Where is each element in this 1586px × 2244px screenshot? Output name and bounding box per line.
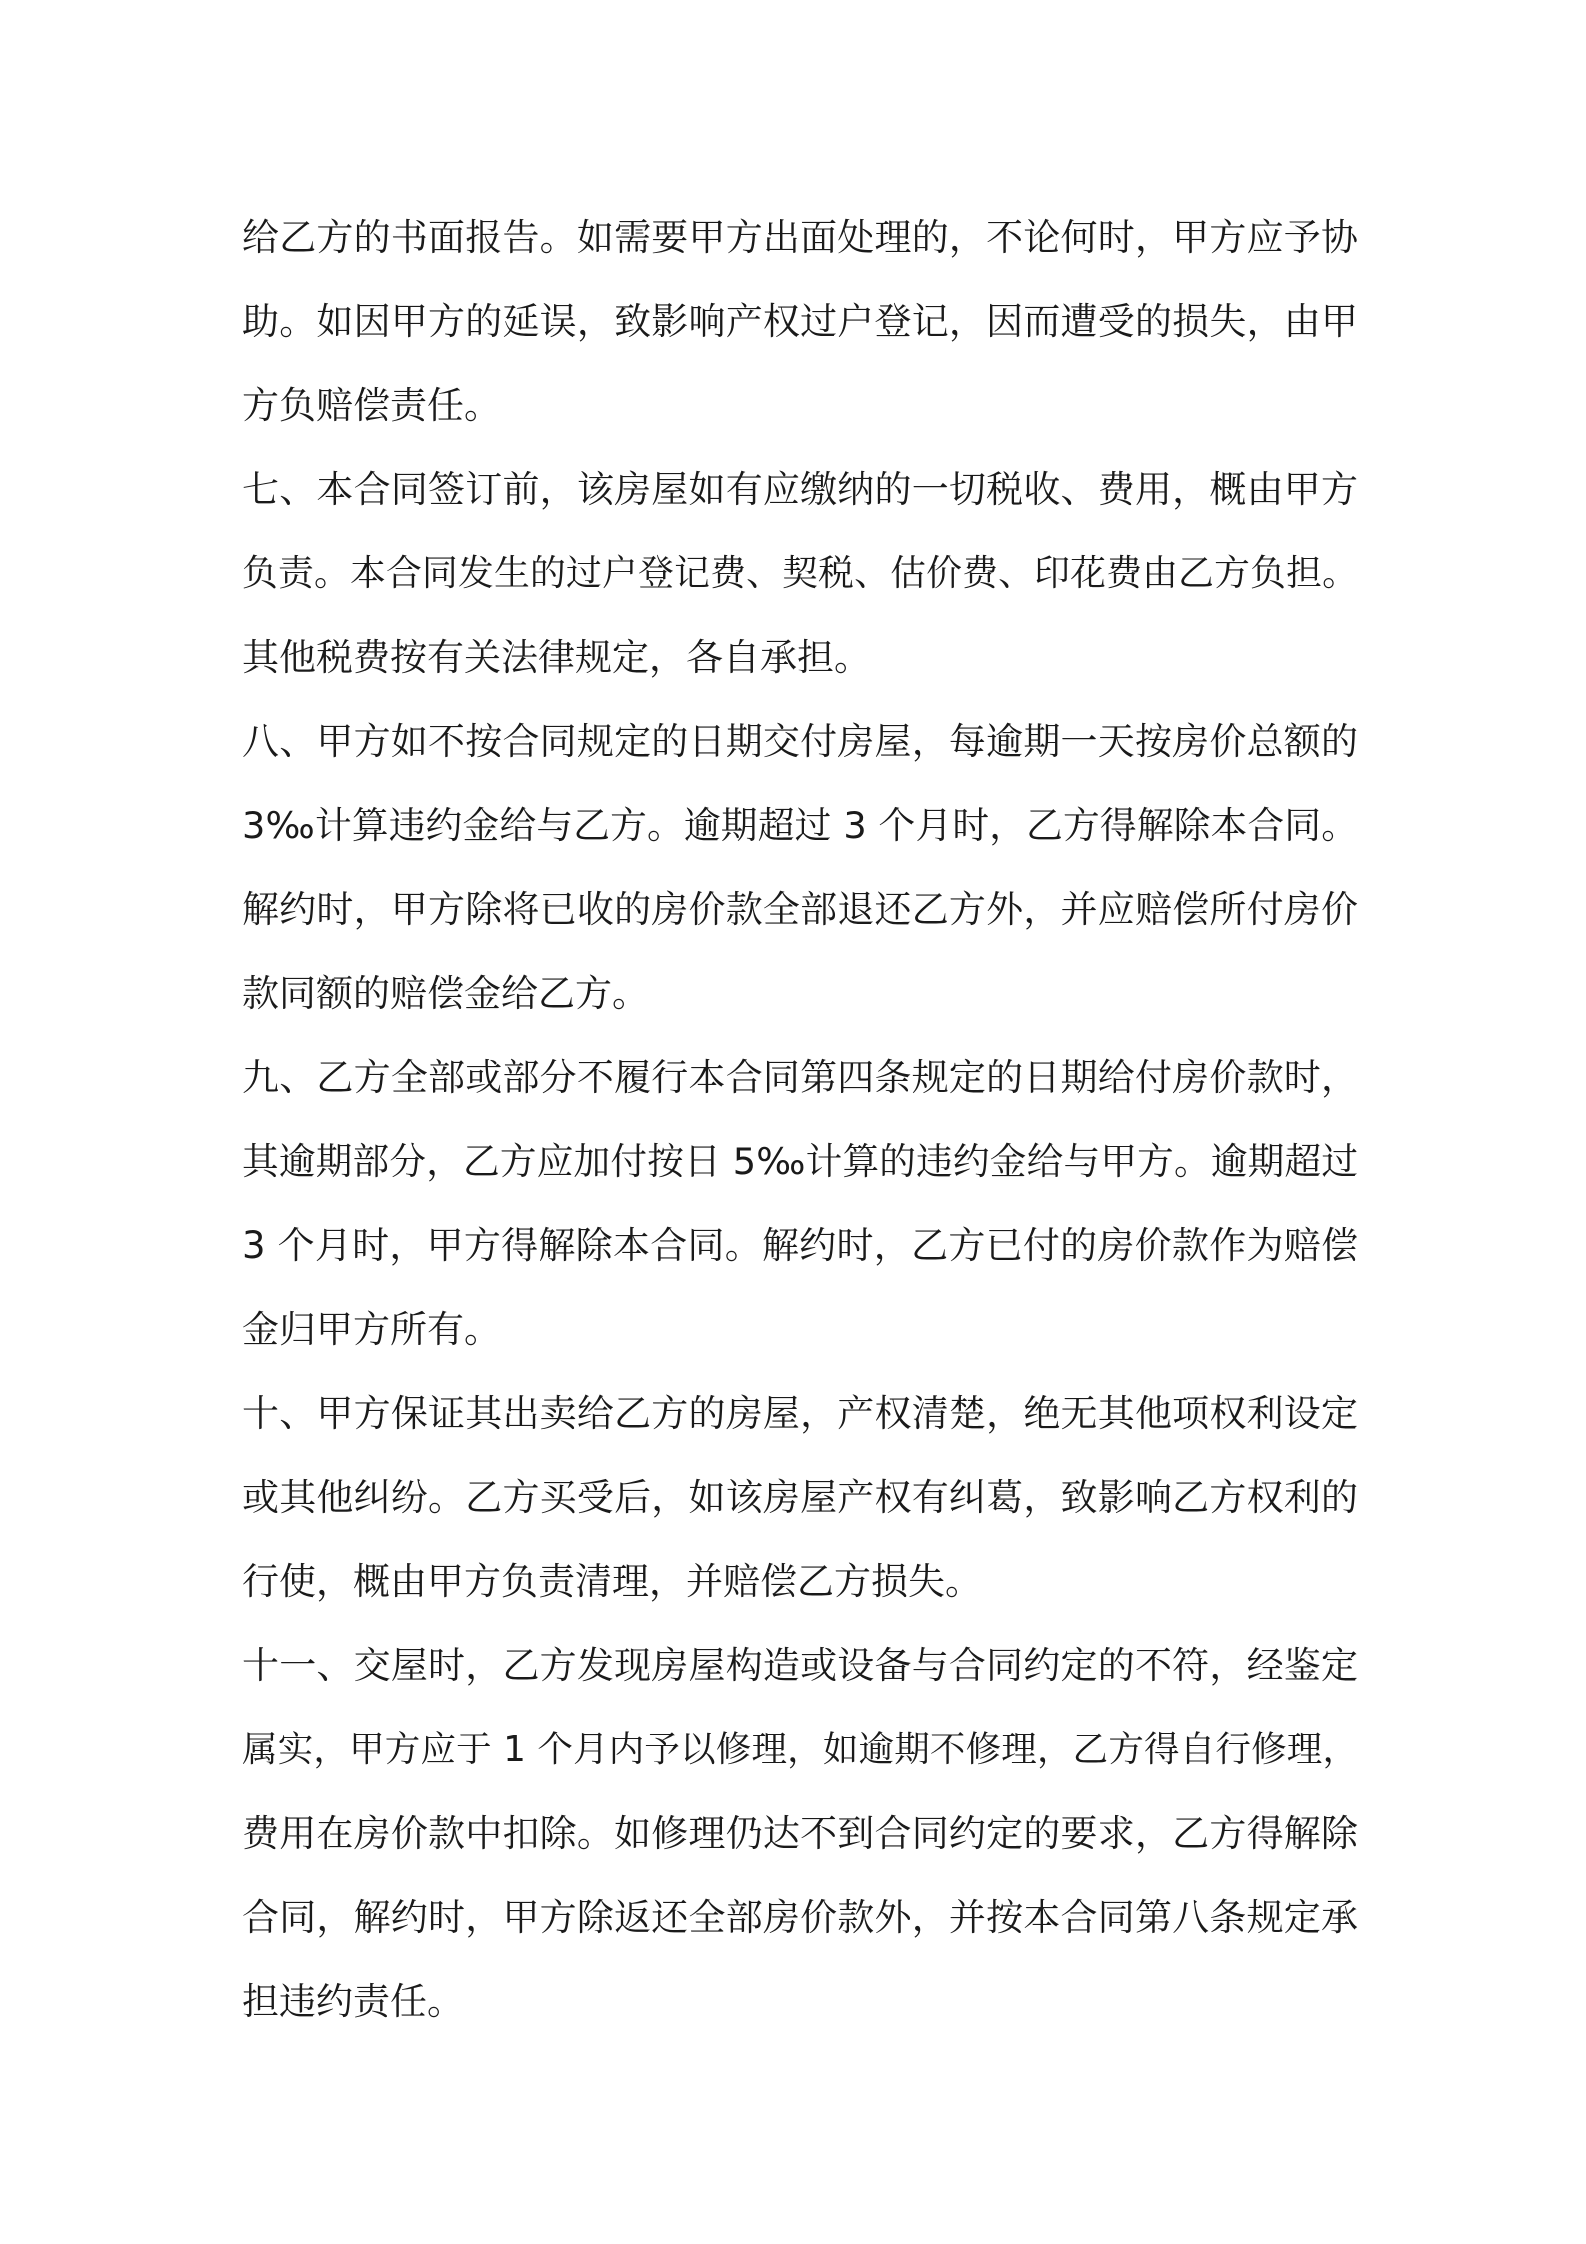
text-line: 助。如因甲方的延误，致影响产权过户登记，因而遭受的损失，由甲 <box>242 300 1358 343</box>
text-line: 3‰计算违约金给与乙方。逾期超过 3 个月时，乙方得解除本合同。 <box>242 804 1358 847</box>
text-line: 合同，解约时，甲方除返还全部房价款外，并按本合同第八条规定承 <box>242 1896 1358 1939</box>
text-line: 方负赔偿责任。 <box>242 384 501 427</box>
text-line: 行使，概由甲方负责清理，并赔偿乙方损失。 <box>242 1560 982 1603</box>
contract-text-body <box>242 196 1358 2044</box>
text-line: 属实，甲方应于 1 个月内予以修理，如逾期不修理，乙方得自行修理， <box>242 1729 1358 1770</box>
text-line: 给乙方的书面报告。如需要甲方出面处理的，不论何时，甲方应予协 <box>242 216 1358 259</box>
text-line: 其他税费按有关法律规定，各自承担。 <box>242 636 871 679</box>
text-line: 八、甲方如不按合同规定的日期交付房屋，每逾期一天按房价总额的 <box>242 720 1358 763</box>
text-line: 十、甲方保证其出卖给乙方的房屋，产权清楚，绝无其他项权利设定 <box>242 1392 1358 1435</box>
text-line: 七、本合同签订前，该房屋如有应缴纳的一切税收、费用，概由甲方 <box>242 468 1358 511</box>
text-line: 解约时，甲方除将已收的房价款全部退还乙方外，并应赔偿所付房价 <box>242 888 1358 931</box>
text-line: 3 个月时，甲方得解除本合同。解约时，乙方已付的房价款作为赔偿 <box>242 1224 1358 1267</box>
text-line: 金归甲方所有。 <box>242 1308 501 1351</box>
text-line: 其逾期部分，乙方应加付按日 5‰计算的违约金给与甲方。逾期超过 <box>242 1140 1358 1183</box>
text-line: 十一、交屋时，乙方发现房屋构造或设备与合同约定的不符，经鉴定 <box>242 1644 1358 1687</box>
text-line: 费用在房价款中扣除。如修理仍达不到合同约定的要求，乙方得解除 <box>242 1812 1358 1855</box>
text-line: 负责。本合同发生的过户登记费、契税、估价费、印花费由乙方负担。 <box>242 553 1358 594</box>
text-line: 款同额的赔偿金给乙方。 <box>242 972 649 1015</box>
text-line: 九、乙方全部或部分不履行本合同第四条规定的日期给付房价款时， <box>242 1056 1358 1099</box>
text-line: 担违约责任。 <box>242 1980 464 2023</box>
text-line: 或其他纠纷。乙方买受后，如该房屋产权有纠葛，致影响乙方权利的 <box>242 1476 1358 1519</box>
